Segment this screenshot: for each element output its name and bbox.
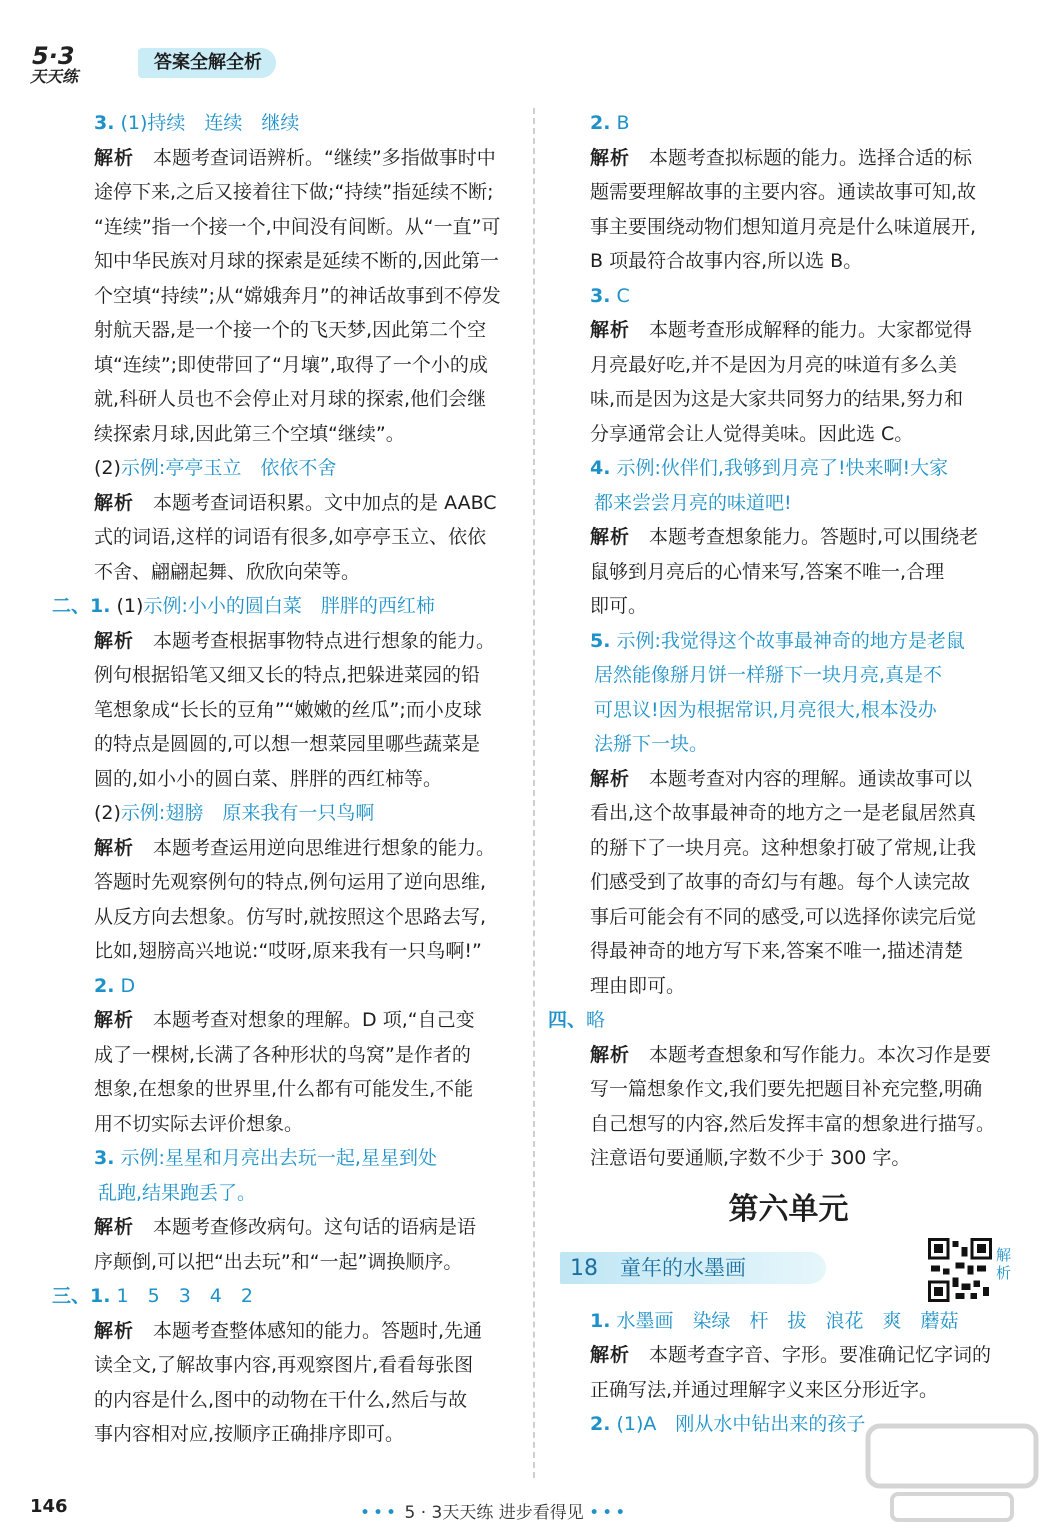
answer-line (556, 1338, 1021, 1373)
analysis-label: 解析 (94, 629, 135, 652)
analysis-text: 本题考查词语积累。文中加点的是 AABC (153, 491, 497, 514)
answer-line (60, 175, 520, 210)
answer-line (556, 279, 1021, 314)
answer-line (60, 693, 520, 728)
answer-line (556, 210, 1021, 245)
question-number: 5. (590, 629, 611, 652)
answer-line (60, 348, 520, 383)
analysis-text: 笔想象成“长长的豆角”“嫩嫩的丝瓜”;而小皮球 (94, 698, 482, 721)
analysis-label: 解析 (94, 1216, 135, 1238)
header-tag: 答案全解全析 (138, 48, 276, 78)
answer-line (556, 313, 1021, 348)
answer-text: 示例:我觉得这个故事最神奇的地方是老鼠 (616, 629, 965, 652)
analysis-text: 事内容相对应,按顺序正确排序即可。 (94, 1423, 405, 1445)
answer-line (556, 934, 1021, 969)
page-header (28, 40, 448, 86)
answer-line (556, 106, 1021, 141)
answer-line (556, 727, 1021, 762)
answer-line (556, 900, 1021, 935)
answer-text: B (616, 112, 630, 134)
question-number: 1. (90, 1285, 111, 1307)
analysis-text: B 项最符合故事内容,所以选 B。 (590, 250, 863, 272)
answer-line (556, 658, 1021, 693)
analysis-text: 事后可能会有不同的感受,可以选择你读完后觉 (590, 905, 977, 928)
analysis-text: 不舍、翩翩起舞、欣欣向荣等。 (94, 560, 361, 583)
analysis-label: 解析 (94, 491, 135, 514)
answer-line (556, 1141, 1021, 1176)
answer-line (556, 555, 1021, 590)
answer-line (60, 1038, 520, 1073)
answer-line (52, 589, 520, 624)
answer-text: 示例:翅膀 原来我有一只鸟啊 (120, 802, 375, 824)
answer-text: 示例:亭亭玉立 依依不舍 (120, 457, 337, 479)
analysis-label: 解析 (590, 767, 631, 790)
analysis-text: 注意语句要通顺,字数不少于 300 字。 (590, 1147, 911, 1169)
analysis-label: 解析 (590, 146, 631, 169)
analysis-label: 解析 (94, 1319, 135, 1342)
analysis-text: 月亮最好吃,并不是因为月亮的味道有多么美 (590, 353, 958, 376)
svg-text:天天练: 天天练 (30, 67, 79, 86)
answer-line (60, 1141, 520, 1176)
answer-line (60, 486, 520, 521)
sub-label: (2) (94, 802, 121, 824)
answer-line (556, 244, 1021, 279)
answer-line (60, 106, 520, 141)
answer-line (60, 279, 520, 314)
answer-line (60, 900, 520, 935)
svg-text:5·3: 5·3 (32, 42, 75, 70)
answer-line (548, 1003, 1021, 1038)
analysis-text: 本题考查对想象的理解。D 项,“自己变 (153, 1009, 475, 1031)
lesson-title: 童年的水墨画 (620, 1255, 746, 1280)
answer-line (556, 382, 1021, 417)
analysis-text: 正确写法,并通过理解字义来区分形近字。 (590, 1378, 939, 1401)
answer-line (60, 1107, 520, 1142)
answer-line (556, 762, 1021, 797)
answer-line (52, 1279, 520, 1314)
analysis-text: 看出,这个故事最神奇的地方之一是老鼠居然真 (590, 802, 977, 824)
analysis-text: 射航天器,是一个接一个的飞天梦,因此第二个空 (94, 319, 487, 341)
answer-line (556, 141, 1021, 176)
lesson-header (556, 1238, 1021, 1304)
footer-slogan-text: 5 · 3天天练 进步看得见 (404, 1503, 584, 1523)
answer-line (60, 1210, 520, 1245)
answer-text: 1 5 3 4 2 (116, 1285, 253, 1307)
answer-line (60, 555, 520, 590)
answer-line (60, 382, 520, 417)
analysis-text: 续探索月球,因此第三个空填“继续”。 (94, 422, 405, 445)
unit-title: 第六单元 (728, 1191, 849, 1227)
question-number: 2. (590, 112, 611, 134)
analysis-text: 知中华民族对月球的探索是延续不断的,因此第一 (94, 250, 500, 272)
footer-slogan (360, 1498, 628, 1523)
answer-line (60, 417, 520, 452)
analysis-text: 的特点是圆圆的,可以想一想菜园里哪些蔬菜是 (94, 733, 481, 755)
answer-text: D (120, 974, 136, 997)
answer-line (60, 451, 520, 486)
answer-line (556, 624, 1021, 659)
answer-text: 居然能像掰月饼一样掰下一块月亮,真是不 (594, 664, 943, 686)
answer-line (556, 451, 1021, 486)
analysis-text: 用不切实际去评价想象。 (94, 1112, 304, 1135)
answer-line (556, 417, 1021, 452)
answer-text: (1)A 刚从水中钻出来的孩子 (616, 1413, 866, 1435)
answer-line (60, 1314, 520, 1349)
question-number: 3. (94, 112, 115, 134)
section-marker: 二、 (52, 595, 91, 617)
analysis-label: 解析 (94, 836, 135, 859)
answer-text: 可思议!因为根据常识,月亮很大,根本没办 (594, 698, 937, 721)
analysis-text: 写一篇想象作文,我们要先把题目补充完整,明确 (590, 1078, 983, 1100)
analysis-text: 圆的,如小小的圆白菜、胖胖的西红柿等。 (94, 767, 443, 790)
qr-label: 解析 (996, 1245, 1012, 1282)
right-column (548, 106, 1021, 1442)
right-column-answers (548, 106, 1021, 1176)
answer-line (60, 244, 520, 279)
analysis-text: 想象,在想象的世界里,什么都有可能发生,不能 (94, 1078, 474, 1100)
answer-line (556, 520, 1021, 555)
analysis-text: 的掰下了一块月亮。这种想象打破了常规,让我 (590, 836, 977, 859)
answer-text: 法掰下一块。 (594, 733, 709, 755)
question-number: 3. (590, 284, 611, 307)
answer-line (60, 831, 520, 866)
analysis-text: 成了一棵树,长满了各种形状的鸟窝”是作者的 (94, 1043, 471, 1066)
sub-label: (2) (94, 457, 121, 479)
analysis-text: 理由即可。 (590, 974, 686, 997)
answer-line (556, 1072, 1021, 1107)
analysis-label: 解析 (590, 526, 631, 548)
analysis-text: 个空填“持续”;从“嫦娥奔月”的神话故事到不停发 (94, 284, 501, 307)
answer-line (60, 1176, 520, 1211)
analysis-text: 序颠倒,可以把“出去玩”和“一起”调换顺序。 (94, 1250, 463, 1273)
answer-text: 示例:星星和月亮出去玩一起,星星到处 (120, 1147, 437, 1169)
watermark-logo-icon (862, 1420, 1042, 1530)
answer-line (556, 1304, 1021, 1339)
analysis-text: 本题考查拟标题的能力。选择合适的标 (649, 146, 973, 169)
analysis-text: 本题考查对内容的理解。通读故事可以 (649, 767, 973, 790)
answer-text: (1)持续 连续 继续 (120, 112, 300, 134)
answer-line (60, 1383, 520, 1418)
question-number: 1. (590, 1309, 611, 1332)
question-number: 4. (590, 457, 611, 479)
footer-dots-right: ••• (589, 1503, 629, 1523)
analysis-text: 填“连续”;即使带回了“月壤”,取得了一个小的成 (94, 353, 488, 376)
lesson-number: 18 (570, 1255, 598, 1281)
answer-line (60, 1072, 520, 1107)
answer-line (556, 796, 1021, 831)
analysis-text: 途停下来,之后又接着往下做;“持续”指延续不断; (94, 181, 494, 203)
answer-text: 略 (586, 1009, 606, 1031)
answer-text: 示例:小小的圆白菜 胖胖的西红柿 (143, 595, 435, 617)
sub-label: (1) (116, 595, 144, 617)
analysis-label: 解析 (94, 1009, 135, 1031)
answer-line (556, 1107, 1021, 1142)
question-number: 1. (90, 595, 111, 617)
analysis-text: 事主要围绕动物们想知道月亮是什么味道展开, (590, 215, 977, 238)
analysis-text: 本题考查整体感知的能力。答题时,先通 (153, 1319, 483, 1342)
analysis-text: 本题考查想象能力。答题时,可以围绕老 (649, 526, 979, 548)
qr-code-icon[interactable] (928, 1238, 992, 1302)
brand-logo-icon (28, 40, 114, 84)
question-number: 2. (590, 1413, 611, 1435)
answer-line (556, 1373, 1021, 1408)
answer-text: 水墨画 染绿 杆 拔 浪花 爽 蘑菇 (616, 1309, 959, 1332)
answer-line (556, 831, 1021, 866)
section-marker: 三、 (52, 1285, 91, 1307)
analysis-text: 就,科研人员也不会停止对月球的探索,他们会继 (94, 388, 487, 410)
analysis-text: 本题考查想象和写作能力。本次习作是要 (649, 1043, 992, 1066)
answer-line (60, 624, 520, 659)
left-column (52, 106, 520, 1452)
analysis-label: 解析 (590, 319, 631, 341)
analysis-text: 得最神奇的地方写下来,答案不唯一,描述清楚 (590, 940, 964, 962)
analysis-text: 即可。 (590, 595, 648, 617)
column-divider (533, 108, 535, 1478)
answer-line (60, 865, 520, 900)
answer-line (60, 1003, 520, 1038)
analysis-text: 自己想写的内容,然后发挥丰富的想象进行描写。 (590, 1112, 996, 1135)
analysis-text: 式的词语,这样的词语有很多,如亭亭玉立、依依 (94, 526, 487, 548)
answer-line (556, 1038, 1021, 1073)
analysis-text: 例句根据铅笔又细又长的特点,把躲进菜园的铅 (94, 664, 481, 686)
answer-line (556, 969, 1021, 1004)
analysis-text: “连续”指一个接一个,中间没有间断。从“一直”可 (94, 215, 501, 238)
answer-line (60, 658, 520, 693)
answer-line (60, 210, 520, 245)
answer-line (60, 727, 520, 762)
analysis-text: 本题考查根据事物特点进行想象的能力。 (153, 629, 496, 652)
analysis-label: 解析 (590, 1344, 631, 1366)
analysis-text: 答题时先观察例句的特点,例句运用了逆向思维, (94, 871, 487, 893)
question-number: 3. (94, 1147, 115, 1169)
answer-line (556, 486, 1021, 521)
analysis-text: 分享通常会让人觉得美味。因此选 C。 (590, 422, 914, 445)
answer-line (60, 1245, 520, 1280)
analysis-text: 鼠够到月亮后的心情来写,答案不唯一,合理 (590, 560, 945, 583)
section-marker: 四、 (548, 1009, 587, 1031)
question-number: 2. (94, 974, 115, 997)
answer-line (556, 865, 1021, 900)
answer-line (556, 348, 1021, 383)
answer-line (60, 934, 520, 969)
analysis-text: 们感受到了故事的奇幻与有趣。每个人读完故 (590, 871, 971, 893)
answer-line (60, 313, 520, 348)
analysis-text: 比如,翅膀高兴地说:“哎呀,原来我有一只鸟啊!” (94, 940, 482, 962)
analysis-text: 味,而是因为这是大家共同努力的结果,努力和 (590, 388, 964, 410)
analysis-text: 本题考查词语辨析。“继续”多指做事时中 (153, 146, 496, 169)
analysis-text: 本题考查形成解释的能力。大家都觉得 (649, 319, 973, 341)
answer-line (556, 693, 1021, 728)
footer-dots-left: ••• (360, 1503, 400, 1523)
answer-line (60, 969, 520, 1004)
answer-line (60, 796, 520, 831)
answer-line (60, 1348, 520, 1383)
answer-text: C (616, 284, 630, 307)
answer-text: 示例:伙伴们,我够到月亮了!快来啊!大家 (616, 457, 949, 479)
answer-line (60, 520, 520, 555)
analysis-text: 本题考查修改病句。这句话的语病是语 (153, 1216, 477, 1238)
answer-line (60, 762, 520, 797)
analysis-text: 本题考查运用逆向思维进行想象的能力。 (153, 836, 496, 859)
answer-line (556, 175, 1021, 210)
analysis-text: 从反方向去想象。仿写时,就按照这个思路去写, (94, 905, 487, 928)
answer-text: 乱跑,结果跑丢了。 (98, 1181, 257, 1204)
analysis-label: 解析 (94, 146, 135, 169)
answer-line (60, 1417, 520, 1452)
analysis-text: 本题考查字音、字形。要准确记忆字词的 (649, 1344, 992, 1366)
answer-text: 都来尝尝月亮的味道吧! (594, 491, 792, 514)
analysis-text: 题需要理解故事的主要内容。通读故事可知,故 (590, 181, 977, 203)
analysis-label: 解析 (590, 1043, 631, 1066)
lesson-banner (560, 1252, 826, 1284)
analysis-text: 的内容是什么,图中的动物在干什么,然后与故 (94, 1388, 468, 1411)
analysis-text: 读全文,了解故事内容,再观察图片,看看每张图 (94, 1354, 474, 1376)
page-number: 146 (30, 1496, 68, 1517)
answer-line (60, 141, 520, 176)
answer-line (556, 589, 1021, 624)
